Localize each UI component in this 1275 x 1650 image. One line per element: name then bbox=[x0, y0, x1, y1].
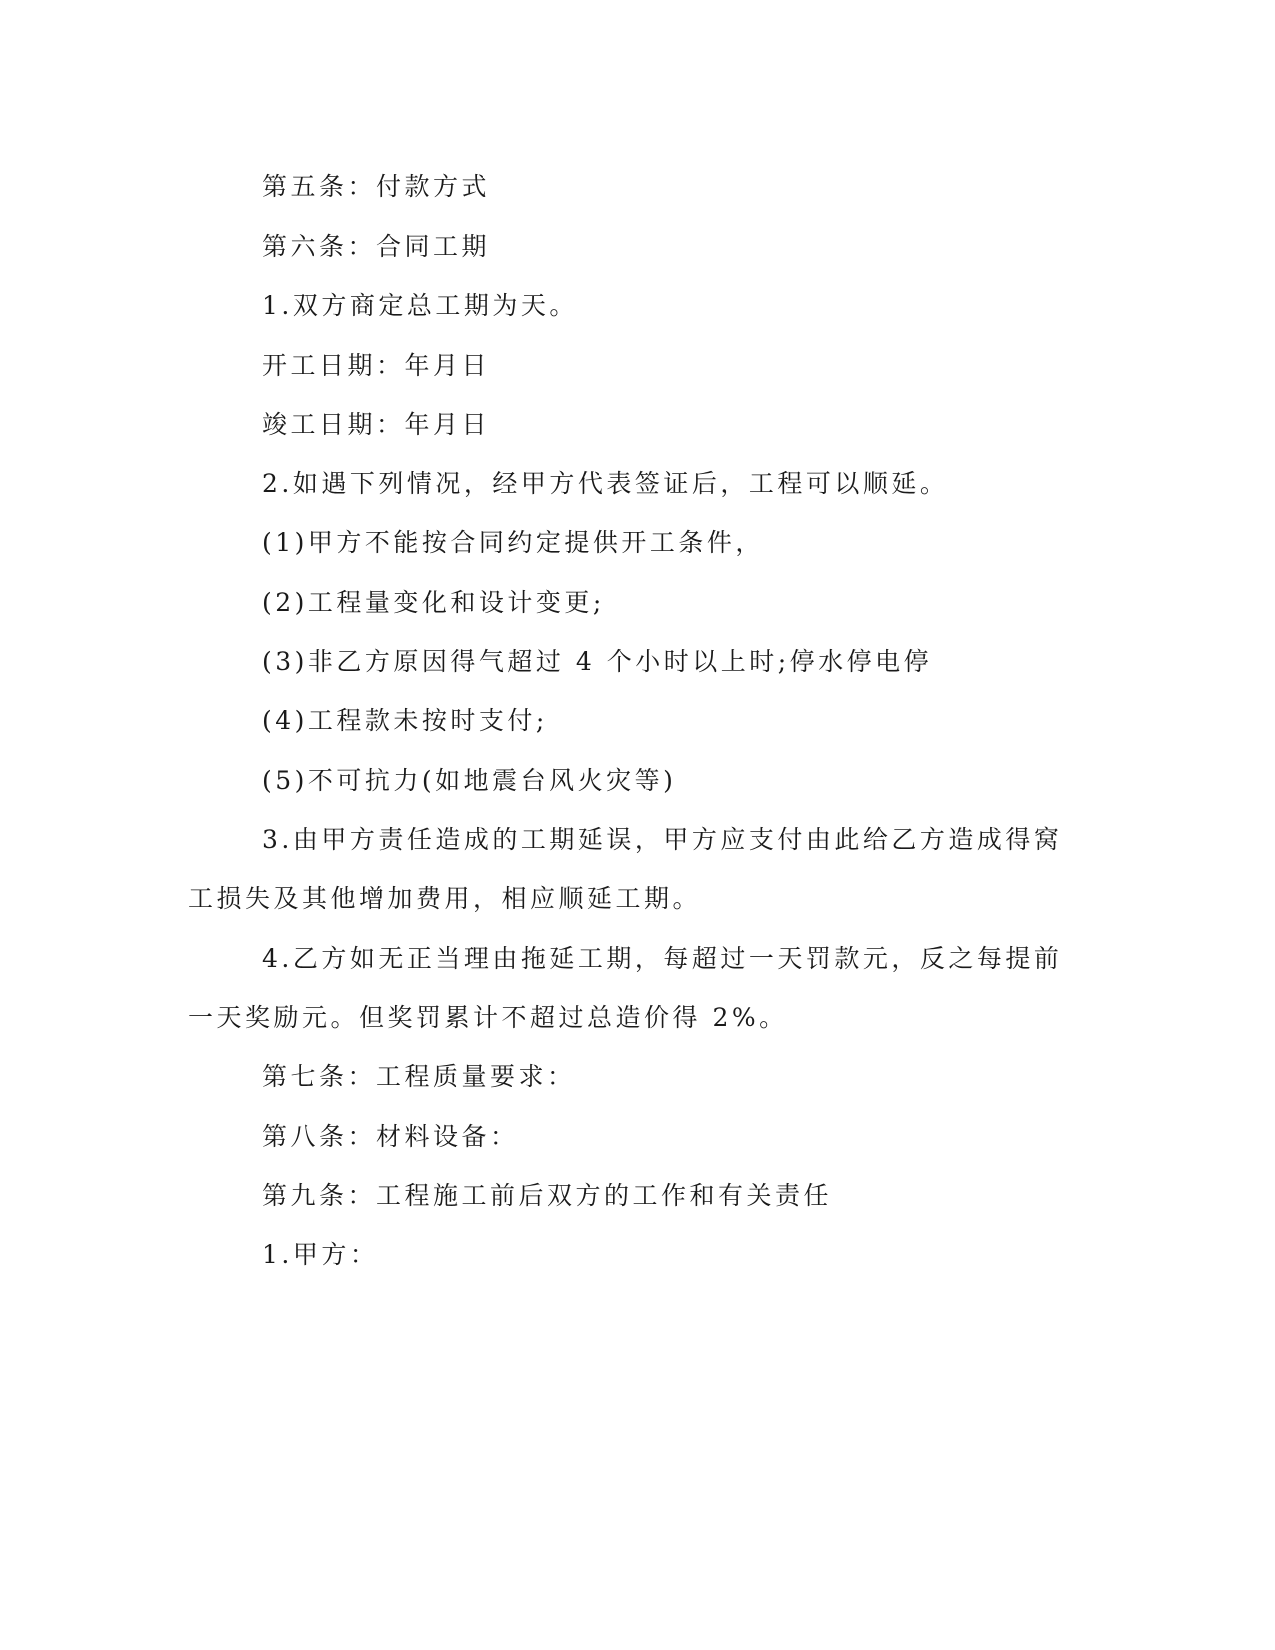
party-a-item: 1.甲方： bbox=[262, 1240, 379, 1269]
clause-5-heading: 第五条：付款方式 bbox=[262, 172, 491, 201]
clause-8-heading: 第八条：材料设备： bbox=[262, 1122, 519, 1151]
penalty-item-line-2: 一天奖励元。但奖罚累计不超过总造价得 2%。 bbox=[188, 1003, 788, 1032]
start-date-line: 开工日期：年月日 bbox=[262, 351, 491, 380]
extension-conditions-item: 2.如遇下列情况，经甲方代表签证后，工程可以顺延。 bbox=[262, 469, 949, 498]
delay-item-line-1: 3.由甲方责任造成的工期延误，甲方应支付由此给乙方造成得窝 bbox=[262, 825, 1063, 854]
condition-5: (5)不可抗力(如地震台风火灾等) bbox=[262, 766, 677, 795]
condition-4: (4)工程款未按时支付; bbox=[262, 706, 548, 735]
condition-1: (1)甲方不能按合同约定提供开工条件， bbox=[262, 528, 764, 557]
penalty-item-line-1: 4.乙方如无正当理由拖延工期，每超过一天罚款元，反之每提前 bbox=[262, 944, 1063, 973]
clause-6-heading: 第六条：合同工期 bbox=[262, 232, 491, 261]
delay-item-line-2: 工损失及其他增加费用，相应顺延工期。 bbox=[188, 884, 702, 913]
condition-2: (2)工程量变化和设计变更; bbox=[262, 588, 605, 617]
duration-item: 1.双方商定总工期为天。 bbox=[262, 291, 578, 320]
condition-3: (3)非乙方原因得气超过 4 个小时以上时;停水停电停 bbox=[262, 647, 933, 676]
clause-9-heading: 第九条：工程施工前后双方的工作和有关责任 bbox=[262, 1181, 833, 1210]
completion-date-line: 竣工日期：年月日 bbox=[262, 410, 491, 439]
clause-7-heading: 第七条：工程质量要求： bbox=[262, 1062, 576, 1091]
